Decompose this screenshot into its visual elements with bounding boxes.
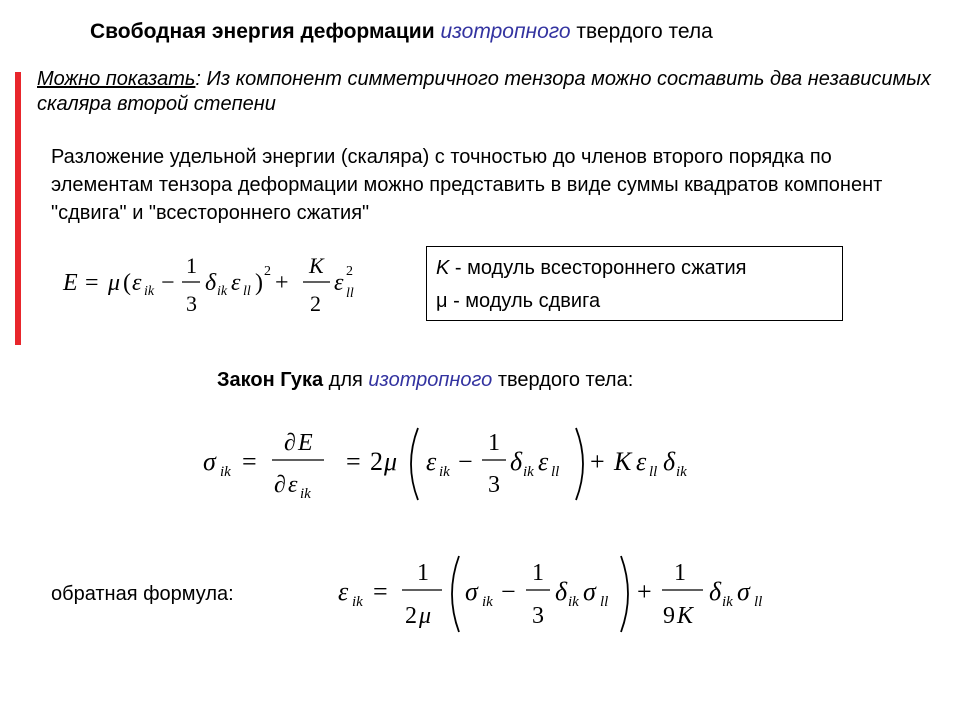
svg-text:ik: ik (676, 464, 687, 480)
svg-text:∂: ∂ (284, 430, 296, 456)
svg-text:2: 2 (346, 264, 353, 279)
svg-text:ll: ll (600, 594, 609, 610)
svg-text:ll: ll (346, 286, 354, 301)
svg-text:ik: ik (352, 594, 363, 610)
bulk-modulus-symbol: K (436, 257, 450, 279)
svg-text:+: + (275, 270, 289, 296)
svg-text:σ: σ (203, 447, 216, 476)
svg-text:σ: σ (737, 577, 750, 606)
svg-text:K: K (677, 603, 694, 629)
svg-text:ll: ll (754, 594, 763, 610)
svg-text:K: K (614, 447, 632, 476)
svg-text:−: − (501, 577, 516, 606)
hooke-bold: Закон Гука (217, 369, 324, 391)
svg-text:2: 2 (264, 264, 271, 279)
svg-text:ll: ll (649, 464, 658, 480)
svg-text:δ: δ (555, 577, 568, 606)
hooke-law-heading (217, 369, 633, 392)
intro-text: : Из компонент симметричного тензора можно составить два независимых скаляра второй степени (37, 68, 931, 115)
svg-text:μ: μ (419, 603, 432, 629)
svg-text:3: 3 (488, 472, 500, 498)
svg-text:ε: ε (636, 447, 647, 476)
svg-text:ε: ε (338, 577, 349, 606)
svg-text:δ: δ (510, 447, 523, 476)
svg-text:ll: ll (551, 464, 560, 480)
shear-modulus-text: - модуль сдвига (447, 290, 601, 312)
hooke-accent: изотропного (368, 369, 493, 391)
svg-text:9: 9 (663, 603, 675, 629)
svg-text:−: − (161, 270, 175, 296)
hooke-rest: твердого тела: (497, 369, 634, 391)
svg-text:ik: ik (523, 464, 534, 480)
svg-text:−: − (458, 447, 473, 476)
svg-text:(: ( (123, 270, 131, 296)
expansion-paragraph: Разложение удельной энергии (скаляра) с точностью до членов второго порядка по элементам тензора деформации можно представить в виде суммы квадратов компонент "сдвига" и "всестороннего сжатия" (51, 146, 883, 224)
svg-text:ik: ik (217, 284, 228, 299)
svg-text:ik: ik (144, 284, 155, 299)
hooke-equation (200, 420, 720, 510)
svg-text:+: + (637, 577, 652, 606)
bulk-modulus-text: - модуль всестороннего сжатия (449, 257, 747, 279)
svg-text:ik: ik (568, 594, 579, 610)
svg-text:ε: ε (426, 447, 437, 476)
svg-text:ik: ik (300, 486, 311, 502)
svg-text:∂: ∂ (274, 472, 286, 498)
energy-equation (60, 245, 380, 325)
inverse-formula-label: обратная формула: (51, 583, 234, 605)
svg-text:ik: ik (722, 594, 733, 610)
svg-text:δ: δ (709, 577, 722, 606)
svg-text:ε: ε (288, 472, 298, 498)
svg-text:δ: δ (663, 447, 676, 476)
svg-text:μ: μ (384, 447, 398, 476)
svg-text:E: E (63, 270, 78, 296)
accent-bar (15, 72, 21, 345)
svg-text:ε: ε (334, 270, 344, 296)
svg-text:δ: δ (205, 270, 217, 296)
svg-text:3: 3 (186, 291, 197, 316)
svg-text:1: 1 (532, 560, 544, 586)
svg-text:σ: σ (465, 577, 478, 606)
svg-text:=: = (346, 447, 361, 476)
intro-underlined: Можно показать (37, 68, 196, 90)
svg-text:1: 1 (674, 560, 686, 586)
svg-text:ik: ik (220, 464, 231, 480)
svg-text:2: 2 (310, 291, 321, 316)
svg-text:K: K (309, 253, 324, 278)
moduli-definitions-box (426, 246, 843, 321)
svg-text:=: = (373, 577, 388, 606)
svg-text:ll: ll (243, 284, 251, 299)
svg-text:): ) (255, 270, 263, 296)
svg-text:1: 1 (488, 430, 500, 456)
svg-text:ik: ik (482, 594, 493, 610)
inverse-equation (335, 548, 785, 638)
svg-text:σ: σ (583, 577, 596, 606)
svg-text:1: 1 (417, 560, 429, 586)
title-bold: Свободная энергия деформации (90, 20, 435, 43)
bulk-modulus-definition (436, 257, 746, 280)
svg-text:E: E (298, 430, 313, 456)
slide-title (90, 20, 713, 44)
svg-text:3: 3 (532, 603, 544, 629)
svg-text:ik: ik (439, 464, 450, 480)
hooke-mid: для (328, 369, 363, 391)
svg-text:ε: ε (538, 447, 549, 476)
svg-text:ε: ε (231, 270, 241, 296)
svg-text:2: 2 (370, 447, 383, 476)
shear-modulus-definition (436, 290, 600, 313)
svg-text:=: = (85, 270, 99, 296)
title-rest: твердого тела (576, 20, 713, 43)
title-accent: изотропного (440, 20, 571, 43)
svg-text:1: 1 (186, 253, 197, 278)
intro-statement (37, 67, 937, 117)
svg-text:ε: ε (132, 270, 142, 296)
svg-text:μ: μ (108, 270, 121, 296)
svg-text:=: = (242, 447, 257, 476)
svg-text:2: 2 (405, 603, 417, 629)
svg-text:+: + (590, 447, 605, 476)
shear-modulus-symbol: μ (436, 290, 448, 312)
